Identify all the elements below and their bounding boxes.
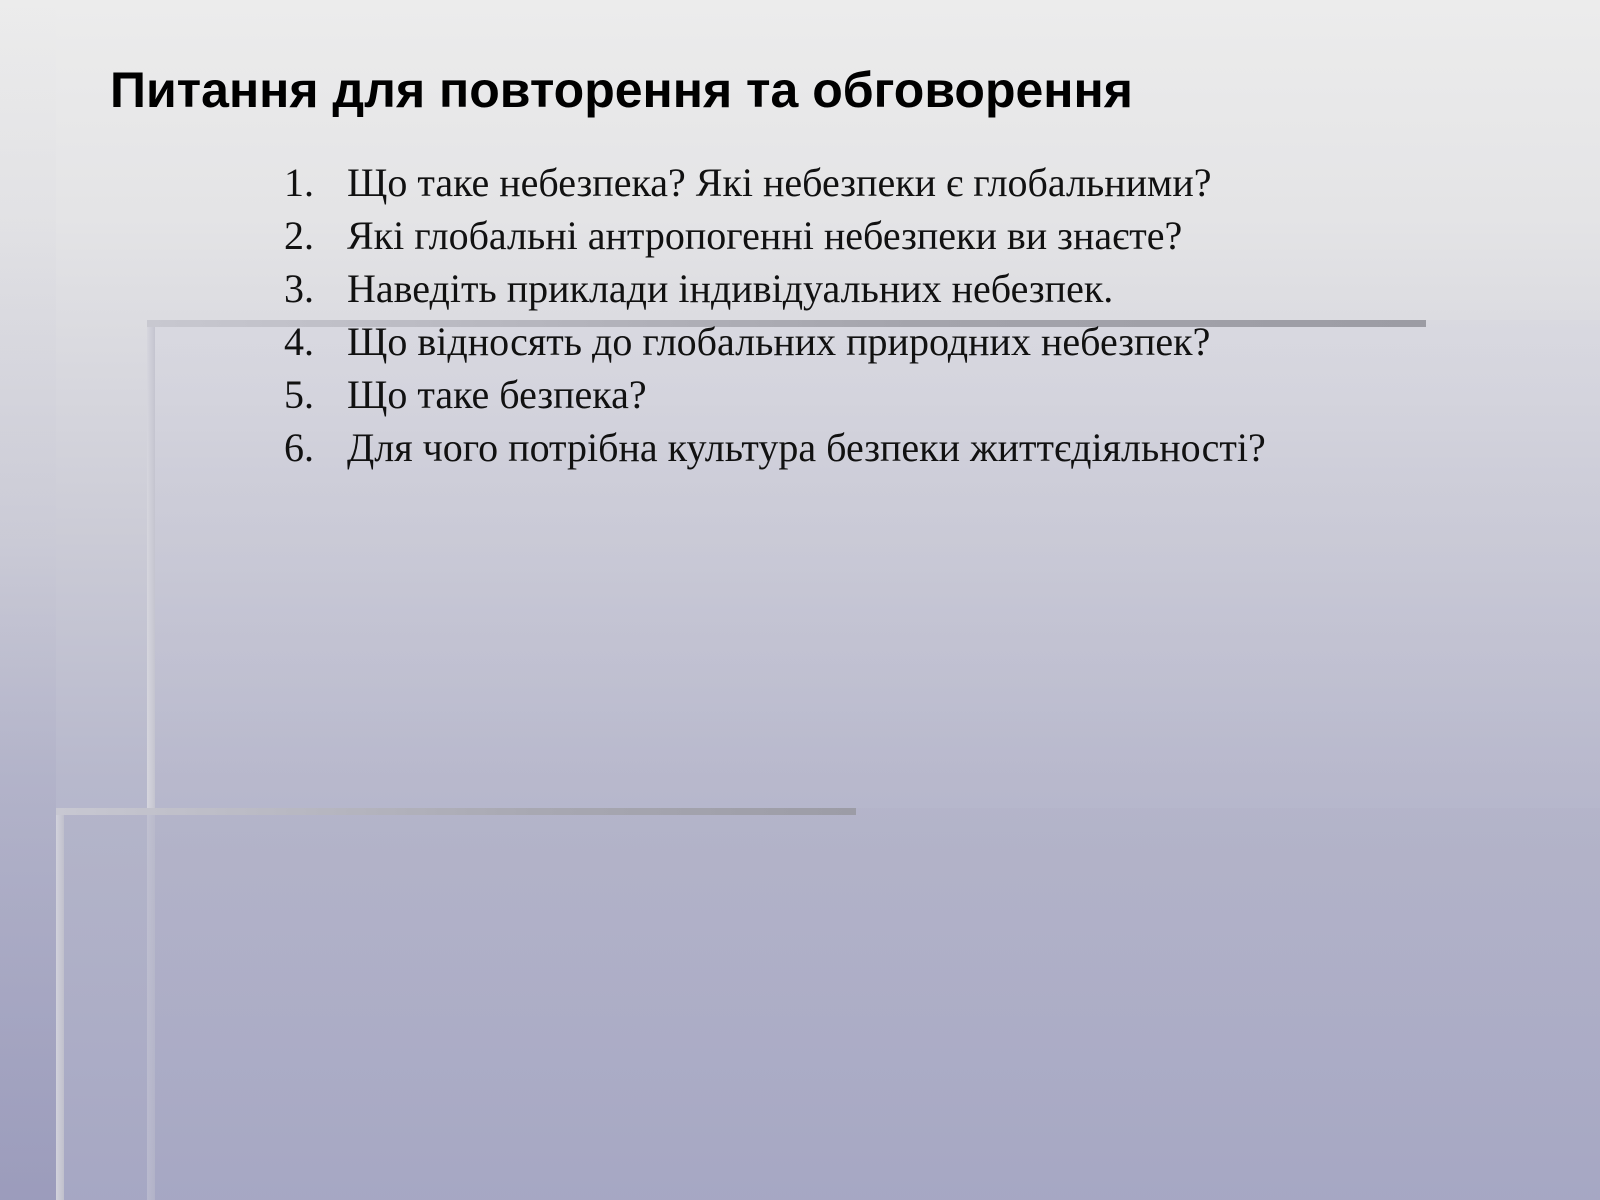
decorative-panel-lower bbox=[56, 808, 1600, 1200]
background-strip bbox=[0, 0, 56, 1200]
question-item bbox=[284, 262, 1266, 315]
decorative-panel-lower-top-edge bbox=[56, 808, 856, 815]
question-item bbox=[284, 368, 1266, 421]
question-text: Наведіть приклади індивідуальних небезпек. bbox=[347, 266, 1114, 311]
question-list bbox=[284, 156, 1266, 474]
question-text: Що відносять до глобальних природних небезпек? bbox=[347, 319, 1211, 364]
slide-title: Питання для повторення та обговорення bbox=[110, 62, 1133, 118]
question-number: 3. bbox=[284, 266, 314, 311]
question-number: 4. bbox=[284, 319, 314, 364]
question-number: 6. bbox=[284, 425, 314, 470]
question-item bbox=[284, 156, 1266, 209]
question-item bbox=[284, 315, 1266, 368]
question-item bbox=[284, 421, 1266, 474]
question-text: Що таке безпека? bbox=[347, 372, 647, 417]
question-number: 1. bbox=[284, 160, 314, 205]
question-text: Для чого потрібна культура безпеки життєдіяльності? bbox=[347, 425, 1266, 470]
question-number: 2. bbox=[284, 213, 314, 258]
question-text: Що таке небезпека? Які небезпеки є глобальними? bbox=[347, 160, 1212, 205]
question-item bbox=[284, 209, 1266, 262]
question-number: 5. bbox=[284, 372, 314, 417]
decorative-panel-lower-left-edge bbox=[56, 808, 64, 1200]
question-text: Які глобальні антропогенні небезпеки ви знаєте? bbox=[347, 213, 1183, 258]
